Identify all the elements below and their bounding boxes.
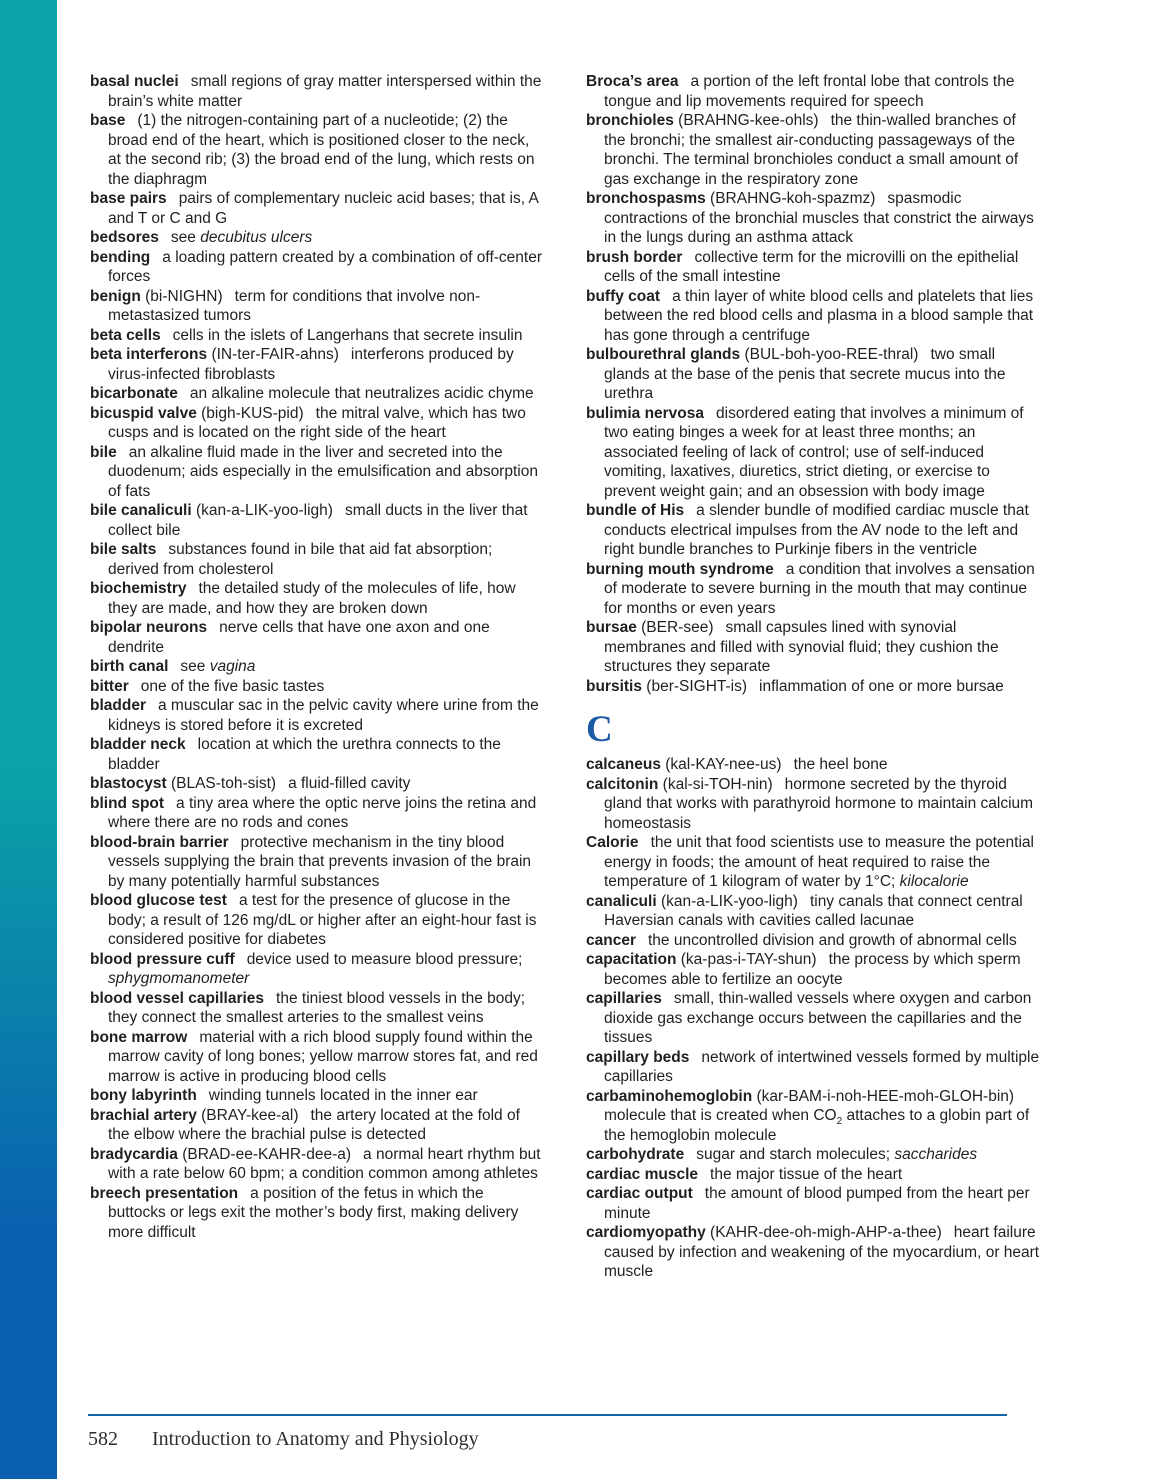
section-letter: C [586,709,613,750]
glossary-entry [90,189,544,228]
entry-definition: see vagina [180,658,256,675]
entry-term: capacitation [586,951,677,968]
glossary-entry [90,794,544,833]
entry-term: benign [90,287,141,305]
entry-definition: the uncontrolled division and growth of abnormal cells [647,931,1017,949]
entry-definition: heart failure caused by infection and weakening of the myocardium, or heart muscle [604,1224,1040,1280]
entry-pronunciation: (kal-KAY-nee-us) [660,756,782,773]
entry-term: bundle of His [586,502,685,519]
entry-term: bicuspid valve [90,404,197,422]
entry-definition: inflammation of one or more bursae [759,677,1004,695]
entry-term: bedsores [90,229,159,246]
entry-definition: the unit that food scientists use to measure the potential energy in foods; the amount of heat required to raise the temperature of 1 kilogram of water by 1°C; kilocalorie [604,834,1034,890]
glossary-entry [90,989,544,1028]
entry-pronunciation: (BRAHNG-kee-ohls) [673,112,819,129]
entry-term: cardiomyopathy [586,1224,706,1241]
entry-term: bladder [90,697,146,714]
glossary-entry [586,677,1040,697]
entry-term: blood glucose test [90,892,227,909]
glossary-entry [90,1184,544,1243]
glossary-entry [586,755,1040,775]
entry-term: bile salts [90,541,157,558]
entry-definition: the heel bone [793,756,888,773]
glossary-entry [586,931,1040,951]
entry-definition: sugar and starch molecules; saccharides [696,1146,978,1163]
entry-term: biochemistry [90,580,187,597]
entry-definition: an alkaline molecule that neutralizes acidic chyme [189,385,534,402]
entry-definition: a test for the presence of glucose in the body; a result of 126 mg/dL or higher after an eight-hour fast is considered positive for diabetes [108,892,537,948]
glossary-entry [586,892,1040,931]
entry-pronunciation: (BER-see) [636,619,714,636]
entry-definition: one of the five basic tastes [140,677,325,695]
glossary-entry [586,833,1040,892]
entry-definition: a position of the fetus in which the buttocks or legs exit the mother’s body first, making delivery more difficult [108,1184,519,1241]
entry-definition: network of intertwined vessels formed by multiple capillaries [604,1048,1040,1085]
entry-definition: location at which the urethra connects to the bladder [108,736,501,773]
entry-term: Calorie [586,834,639,851]
entry-term: bone marrow [90,1028,188,1046]
entry-definition: a thin layer of white blood cells and platelets that lies between the red blood cells and plasma in a blood sample that has gone through a centrifuge [604,287,1034,344]
entry-term: bicarbonate [90,385,178,402]
glossary-entry [90,111,544,189]
entry-term: calcaneus [586,756,661,773]
entry-definition: small, thin-walled vessels where oxygen and carbon dioxide gas exchange occurs between the capillaries and the tissues [604,990,1032,1046]
entry-term: capillaries [586,990,662,1007]
entry-term: buffy coat [586,287,661,305]
footer-rule [88,1414,1007,1416]
entry-term: blood pressure cuff [90,950,235,968]
page-edge-accent-bar [0,0,57,1479]
glossary-entry [586,501,1040,560]
entry-definition: a tiny area where the optic nerve joins the retina and where there are no rods and cones [108,794,537,831]
glossary-entry [90,384,544,404]
entry-definition: device used to measure blood pressure; sphygmomanometer [108,950,523,987]
page-footer [88,1414,1007,1451]
entry-definition: see decubitus ulcers [170,229,313,246]
entry-definition: small capsules lined with synovial membranes and filled with synovial fluid; they cushion the structures they separate [604,619,999,675]
entry-definition: material with a rich blood supply found within the marrow cavity of long bones; yellow marrow stores fat, and red marrow is active in producing blood cells [108,1028,538,1085]
entry-term: blastocyst [90,775,167,792]
glossary-entry [586,248,1040,287]
entry-term: Broca’s area [586,73,679,90]
entry-definition: the tiniest blood vessels in the body; they connect the smallest arteries to the smallest veins [108,989,526,1026]
entry-definition: tiny canals that connect central Haversian canals with cavities called lacunae [604,892,1023,929]
glossary-entry [90,287,544,326]
glossary-entry [90,72,544,111]
entry-pronunciation: (ber-SIGHT-is) [641,677,748,695]
glossary-entry [586,560,1040,619]
entry-term: brush border [586,248,683,266]
glossary-entry [90,1106,544,1145]
glossary-entry [90,677,544,697]
entry-term: calcitonin [586,775,659,793]
entry-pronunciation: (kan-a-LIK-yoo-ligh) [191,502,333,519]
entry-term: brachial artery [90,1106,197,1124]
entry-definition: a fluid-filled cavity [288,775,411,792]
glossary-entry [586,345,1040,404]
entry-definition: pairs of complementary nucleic acid bases; that is, A and T or C and G [108,190,538,227]
entry-term: bronchioles [586,112,674,129]
entry-definition: collective term for the microvilli on the epithelial cells of the small intestine [604,248,1019,285]
entry-term: bipolar neurons [90,619,208,636]
entry-term: bending [90,248,151,266]
glossary-entry [586,1048,1040,1087]
entry-term: beta interferons [90,346,208,363]
glossary-entry [586,775,1040,834]
glossary-content [90,72,1040,1282]
glossary-entry [90,501,544,540]
entry-pronunciation: (kan-a-LIK-yoo-ligh) [656,892,798,910]
entry-pronunciation: (BRAY-kee-al) [196,1106,299,1124]
entry-pronunciation: (bi-NIGHN) [140,287,223,305]
glossary-entry [586,1223,1040,1282]
entry-definition: hormone secreted by the thyroid gland that works with parathyroid hormone to maintain calcium homeostasis [604,775,1034,832]
entry-definition: molecule that is created when $CO_2$ attaches to a globin part of the hemoglobin molecule [604,1107,1030,1144]
entry-pronunciation: (kar-BAM-i-noh-HEE-moh-GLOH-bin) [752,1087,1015,1105]
glossary-entry [90,1086,544,1106]
glossary-entry [90,618,544,657]
glossary-column-right [586,72,1040,1282]
glossary-entry [90,248,544,287]
entry-term: bile canaliculi [90,502,192,519]
entry-pronunciation: (kal-si-TOH-nin) [658,775,773,793]
entry-term: basal nuclei [90,73,179,90]
entry-pronunciation: (IN-ter-FAIR-ahns) [207,346,339,363]
glossary-entry [90,891,544,950]
entry-pronunciation: (bigh-KUS-pid) [196,404,304,422]
entry-term: bursae [586,619,637,636]
entry-definition: cells in the islets of Langerhans that secrete insulin [172,326,523,344]
entry-definition: the mitral valve, which has two cusps and is located on the right side of the heart [108,404,526,441]
glossary-column-left [90,72,544,1282]
glossary-entry [90,1145,544,1184]
entry-definition: spasmodic contractions of the bronchial muscles that constrict the airways in the lungs during an asthma attack [604,190,1034,246]
entry-pronunciation: (KAHR-dee-oh-migh-AHP-a-thee) [705,1224,942,1241]
entry-pronunciation: (BUL-boh-yoo-REE-thral) [740,346,919,363]
entry-term: breech presentation [90,1184,239,1202]
entry-term: bile [90,443,117,461]
glossary-entry [586,287,1040,346]
entry-term: blood vessel capillaries [90,989,265,1007]
glossary-entry [90,326,544,346]
entry-definition: the process by which sperm becomes able to fertilize an oocyte [604,951,1021,988]
glossary-entry [586,618,1040,677]
entry-term: bitter [90,677,129,695]
entry-term: bulimia nervosa [586,404,705,422]
entry-term: cancer [586,931,636,949]
entry-pronunciation: (BRAHNG-koh-spazmz) [705,190,876,207]
glossary-entry [90,443,544,502]
entry-term: carbohydrate [586,1146,685,1163]
entry-term: bursitis [586,677,642,695]
entry-definition: the thin-walled branches of the bronchi; the smallest air-conducting passageways of the bronchi. The terminal bronchioles conduct a small amount of gas exchange in the respiratory zone [604,112,1019,188]
book-title: Introduction to Anatomy and Physiology [152,1428,479,1450]
entry-term: bradycardia [90,1145,178,1163]
entry-term: bronchospasms [586,190,706,207]
glossary-entry [586,189,1040,248]
entry-definition: disordered eating that involves a minimum of two eating binges a week for at least three months; an associated feeling of lack of control; use of self-induced vomiting, laxatives, diuretics, strict dieting, or exercise to prevent weight gain; and an obsession with body image [604,404,1024,500]
entry-definition: term for conditions that involve non-metastasized tumors [108,287,481,324]
entry-term: capillary beds [586,1048,690,1066]
glossary-entry [90,404,544,443]
entry-definition: a muscular sac in the pelvic cavity where urine from the kidneys is stored before it is excreted [108,697,539,734]
glossary-entry [586,1087,1040,1146]
glossary-entry [586,404,1040,502]
glossary-entry [90,735,544,774]
entry-term: beta cells [90,326,161,344]
glossary-entry [90,345,544,384]
entry-term: cardiac output [586,1185,693,1202]
entry-definition: a normal heart rhythm but with a rate below 60 bpm; a condition common among athletes [108,1145,541,1182]
entry-definition: small regions of gray matter interspersed within the brain’s white matter [108,73,542,110]
entry-term: bulbourethral glands [586,346,741,363]
entry-definition: a slender bundle of modified cardiac muscle that conducts electrical impulses from the AV node to the left and right bundle branches to Purkinje fibers in the ventricle [604,502,1029,558]
entry-term: birth canal [90,658,169,675]
entry-definition: a portion of the left frontal lobe that controls the tongue and lip movements required for speech [604,73,1015,110]
entry-definition: the artery located at the fold of the elbow where the brachial pulse is detected [108,1106,520,1143]
entry-term: canaliculi [586,892,657,910]
entry-term: base [90,112,126,129]
glossary-entry [90,774,544,794]
glossary-entry [90,228,544,248]
glossary-entry [90,1028,544,1087]
glossary-entry [90,579,544,618]
glossary-entry [90,696,544,735]
entry-term: bladder neck [90,736,186,753]
entry-definition: winding tunnels located in the inner ear [208,1087,478,1104]
glossary-entry [586,1165,1040,1185]
glossary-entry [90,657,544,677]
entry-definition: protective mechanism in the tiny blood vessels supplying the brain that prevents invasion of the brain by many potentially harmful substances [108,833,532,890]
entry-definition: the major tissue of the heart [710,1165,903,1183]
entry-definition: a loading pattern created by a combination of off-center forces [108,248,542,285]
entry-term: blood-brain barrier [90,833,229,851]
glossary-entry [90,540,544,579]
entry-pronunciation: (BRAD-ee-KAHR-dee-a) [177,1145,352,1163]
entry-definition: a condition that involves a sensation of moderate to severe burning in the mouth that may continue for months or even years [604,560,1035,617]
entry-definition: the detailed study of the molecules of life, how they are made, and how they are broken down [108,580,516,617]
glossary-entry [586,989,1040,1048]
entry-definition: nerve cells that have one axon and one dendrite [108,619,490,656]
entry-definition: (1) the nitrogen-containing part of a nucleotide; (2) the broad end of the heart, which is positioned closer to the neck, at the second rib; (3) the broad end of the lung, which rests on the diaphragm [108,112,535,188]
entry-definition: the amount of blood pumped from the heart per minute [604,1185,1030,1222]
entry-term: blind spot [90,794,165,812]
entry-term: bony labyrinth [90,1087,197,1104]
glossary-entry [586,72,1040,111]
entry-term: cardiac muscle [586,1165,699,1183]
glossary-entry [586,111,1040,189]
entry-definition: substances found in bile that aid fat absorption; derived from cholesterol [108,541,493,578]
entry-definition: small ducts in the liver that collect bile [108,502,528,539]
glossary-entry [586,1184,1040,1223]
glossary-entry [90,950,544,989]
entry-term: burning mouth syndrome [586,560,774,578]
entry-pronunciation: (BLAS-toh-sist) [166,775,277,792]
entry-term: carbaminohemoglobin [586,1087,753,1105]
entry-term: base pairs [90,190,167,207]
entry-pronunciation: (ka-pas-i-TAY-shun) [676,951,817,968]
glossary-entry [586,950,1040,989]
entry-definition: two small glands at the base of the penis that secrete mucus into the urethra [604,346,1006,402]
entry-definition: an alkaline fluid made in the liver and secreted into the duodenum; aids especially in the emulsification and absorption of fats [108,443,538,500]
glossary-entry [586,1145,1040,1165]
footer-text-row [88,1428,1007,1451]
glossary-entry [90,833,544,892]
entry-definition: interferons produced by virus-infected fibroblasts [108,346,514,383]
page-number: 582 [88,1428,118,1450]
